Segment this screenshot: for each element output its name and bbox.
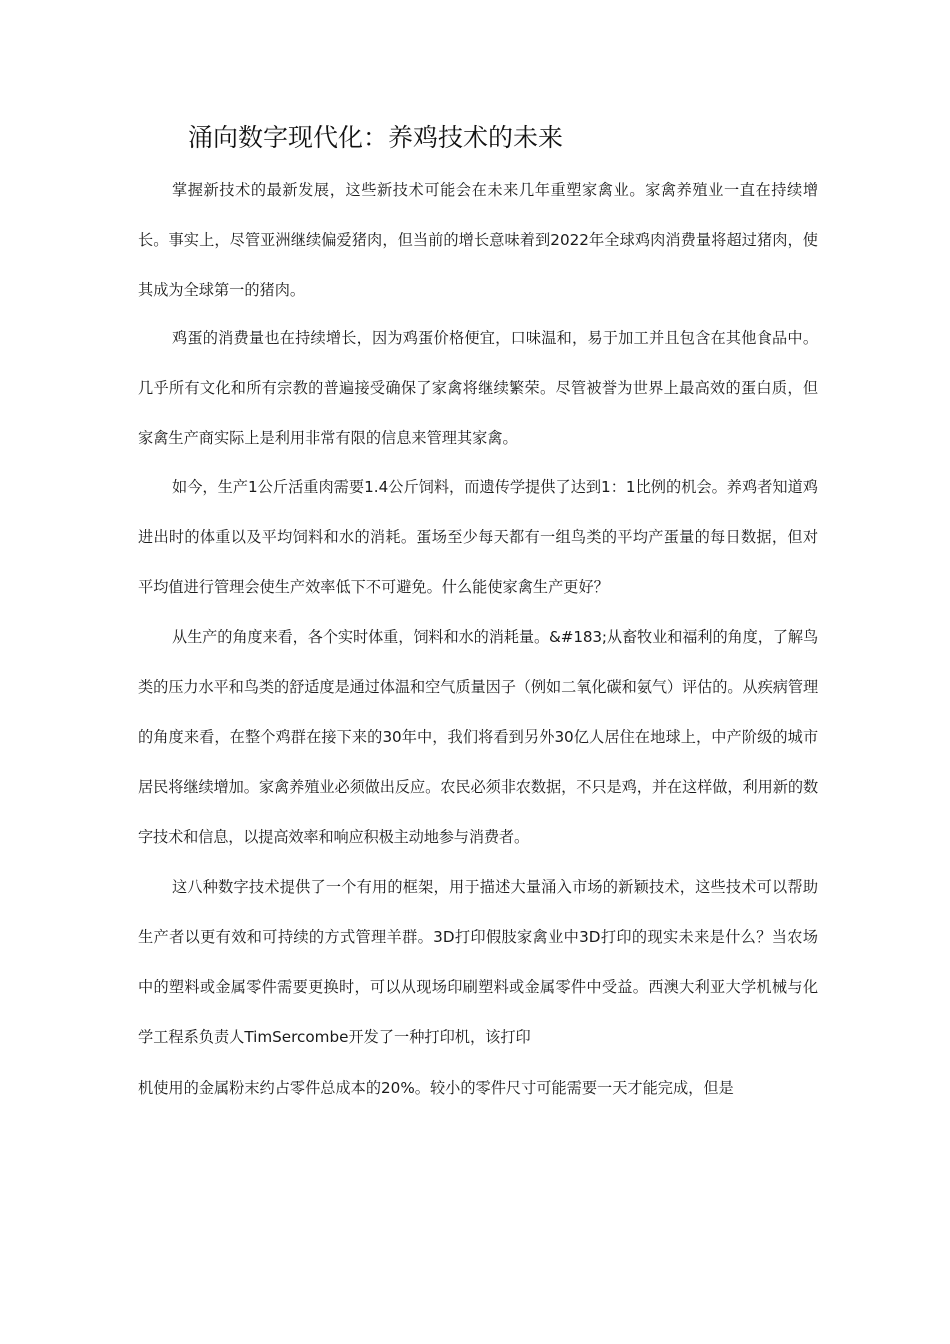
paragraph: 从生产的角度来看，各个实时体重，饲料和水的消耗量。&#183;从畜牧业和福利的角度，了解鸟类的压力水平和鸟类的舒适度是通过体温和空气质量因子（例如二氧化碳和氨气）评估的。从疾病管理的角度来看，在整个鸡群在接下来的30年中，我们将看到另外30亿人居住在地球上，中产阶级的城市居民将继续增加。家禽养殖业必须做出反应。农民必须非农数据，不只是鸡，并在这样做，利用新的数字技术和信息，以提高效率和响应积极主动地参与消费者。 [138,628,818,846]
paragraph: 机使用的金属粉末约占零件总成本的20%。较小的零件尺寸可能需要一天才能完成，但是 [138,1079,734,1097]
paragraph: 这八种数字技术提供了一个有用的框架，用于描述大量涌入市场的新颖技术，这些技术可以帮助生产者以更有效和可持续的方式管理羊群。3D打印假肢家禽业中3D打印的现实未来是什么？当农场中的塑料或金属零件需要更换时，可以从现场印刷塑料或金属零件中受益。西澳大利亚大学机械与化学工程系负责人TimSercombe开发了一种打印机，该打印 [138,878,818,1046]
document-title: 涌向数字现代化：养鸡技术的未来 [188,123,564,152]
paragraph: 如今，生产1公斤活重肉需要1.4公斤饲料，而遗传学提供了达到1：1比例的机会。养鸡者知道鸡进出时的体重以及平均饲料和水的消耗。蛋场至少每天都有一组鸟类的平均产蛋量的每日数据，但对平均值进行管理会使生产效率低下不可避免。什么能使家禽生产更好？ [138,478,818,596]
paragraph: 鸡蛋的消费量也在持续增长，因为鸡蛋价格便宜，口味温和，易于加工并且包含在其他食品中。几乎所有文化和所有宗教的普遍接受确保了家禽将继续繁荣。尽管被誉为世界上最高效的蛋白质，但家禽生产商实际上是利用非常有限的信息来管理其家禽。 [138,329,818,447]
paragraph: 掌握新技术的最新发展，这些新技术可能会在未来几年重塑家禽业。家禽养殖业一直在持续增长。事实上，尽管亚洲继续偏爱猪肉，但当前的增长意味着到2022年全球鸡肉消费量将超过猪肉，使其成为全球第一的猪肉。 [138,181,818,299]
